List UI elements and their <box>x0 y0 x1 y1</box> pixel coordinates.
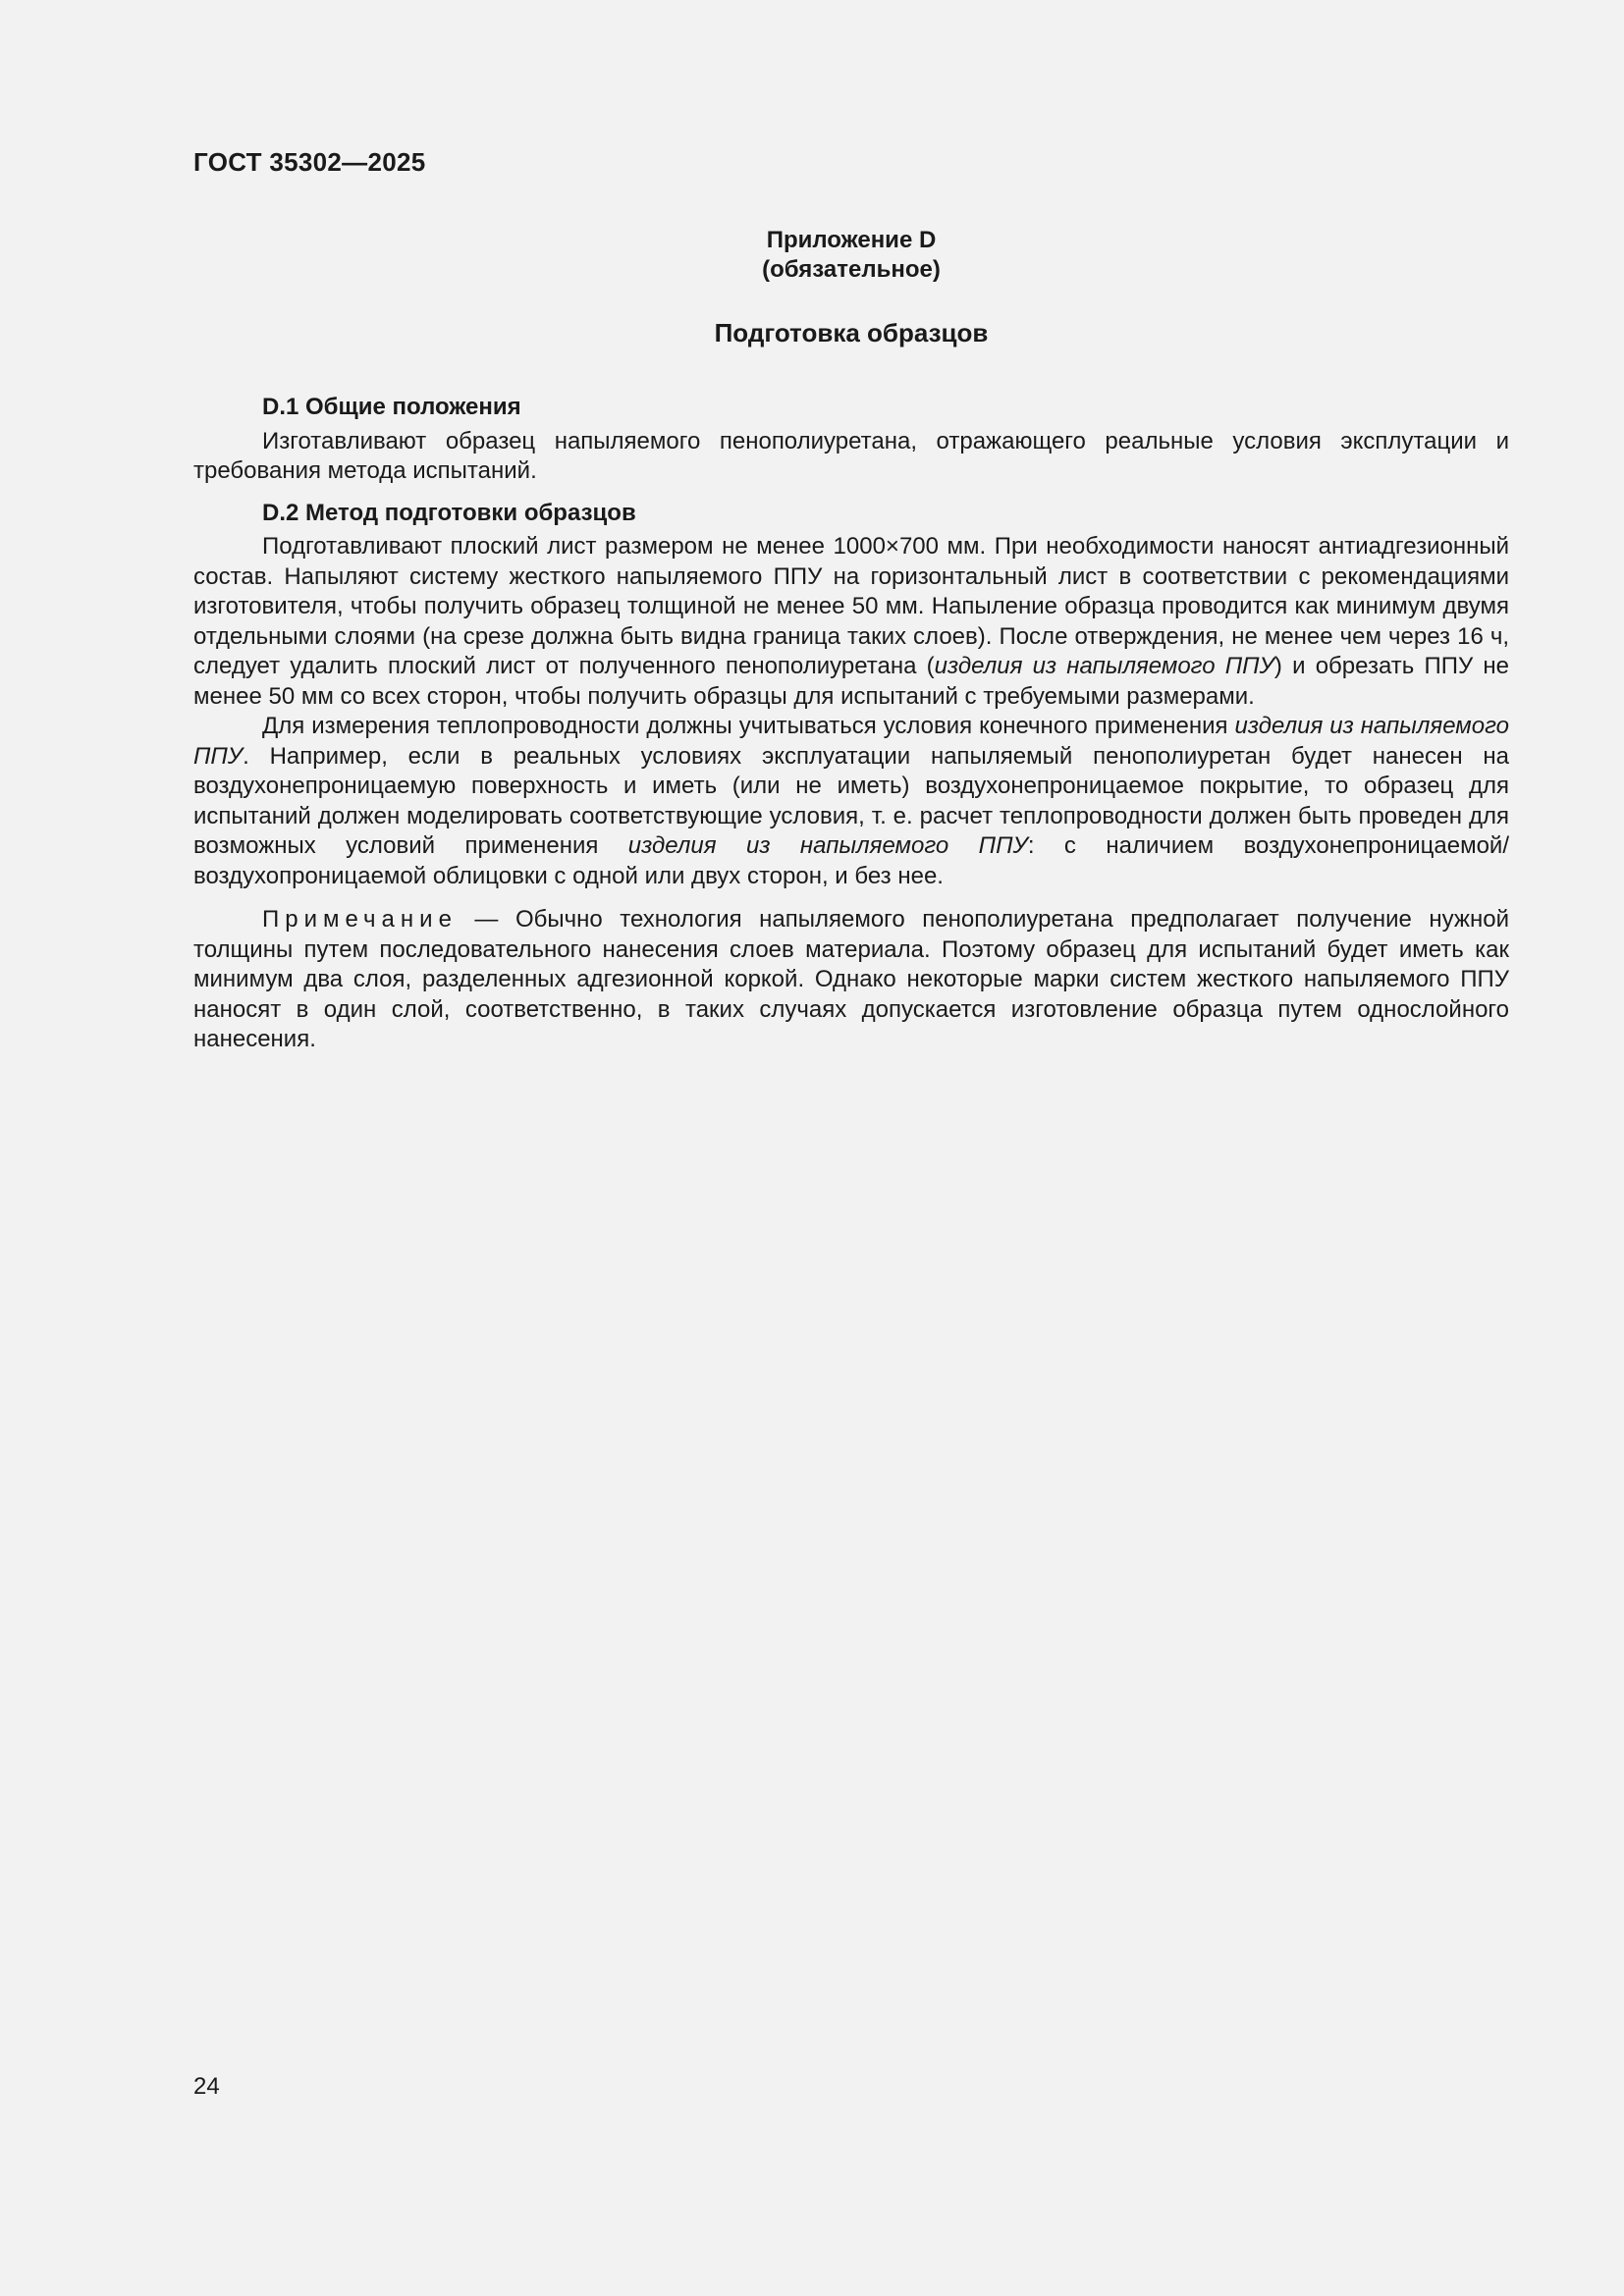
text-span: Для измерения теплопроводности должны учитываться условия конечного применения <box>262 713 1235 739</box>
text-span: ) и обрезать ППУ не менее 50 мм со всех сторон, чтобы получить образцы для испытаний с требуемыми размерами. <box>193 653 1510 710</box>
text-span: Подготавливают плоский лист размером не менее 1000×700 мм. При необходимости наносят антиадгезионный состав. Напыляют систему жесткого напыляемого ППУ на горизонтальный лист в соответствии с рекомендациями изготовителя, чтобы получить образец толщиной не менее 50 мм. Напыление образца проводится как минимум двумя отдельными слоями (на срезе должна быть видна граница таких слоев). После отверждения, не менее чем через 16 ч, следует удалить плоский лист от полученного пенополиуретана ( <box>193 533 1509 679</box>
note-label: Примечание <box>262 906 458 933</box>
appendix-title: Подготовка образцов <box>714 318 989 347</box>
document-body <box>193 393 1509 1055</box>
section-d1-paragraph: Изготавливают образец напыляемого пенополиуретана, отражающего реальные условия эксплутации и требования метода испытаний. <box>193 427 1509 484</box>
text-span: . Например, если в реальных условиях эксплуатации напыляемый пенополиуретан будет нанесен на воздухонепроницаемую поверхность и иметь (или не иметь) воздухонепроницаемое покрытие, то образец для испытаний должен моделировать соответствующие условия, т. е. расчет теплопроводности должен быть проведен для возможных условий применения <box>193 742 1509 859</box>
document-code: ГОСТ 35302—2025 <box>193 147 426 177</box>
section-d2-paragraph-1 <box>193 532 1509 712</box>
italic-term: изделия из напыляемого ППУ <box>934 653 1274 679</box>
appendix-label: Приложение D <box>766 227 937 253</box>
appendix-heading <box>193 226 1509 285</box>
note-paragraph <box>193 905 1509 1055</box>
section-d1-heading: D.1 Общие положения <box>262 394 521 420</box>
section-d2-paragraph-2 <box>193 712 1509 891</box>
note-text: — Обычно технология напыляемого пенополиуретана предполагает получение нужной толщины путем последовательного нанесения слоев материала. Поэтому образец для испытаний будет иметь как минимум два слоя, разделенных адгезионной коркой. Однако некоторые марки систем жесткого напыляемого ППУ наносят в один слой, соответственно, в таких случаях допускается изготовление образца путем однослойного нанесения. <box>193 906 1509 1052</box>
italic-term: изделия из напыляемого ППУ <box>627 832 1028 859</box>
appendix-status: (обязательное) <box>762 256 941 283</box>
text-span: : с наличием воздухонепроницаемой/воздухопроницаемой облицовки с одной или двух сторон, и без нее. <box>193 832 1510 889</box>
italic-term: изделия из напыляемого ППУ <box>193 713 1509 770</box>
section-d2-heading: D.2 Метод подготовки образцов <box>262 499 636 526</box>
page-number: 24 <box>193 2073 220 2100</box>
